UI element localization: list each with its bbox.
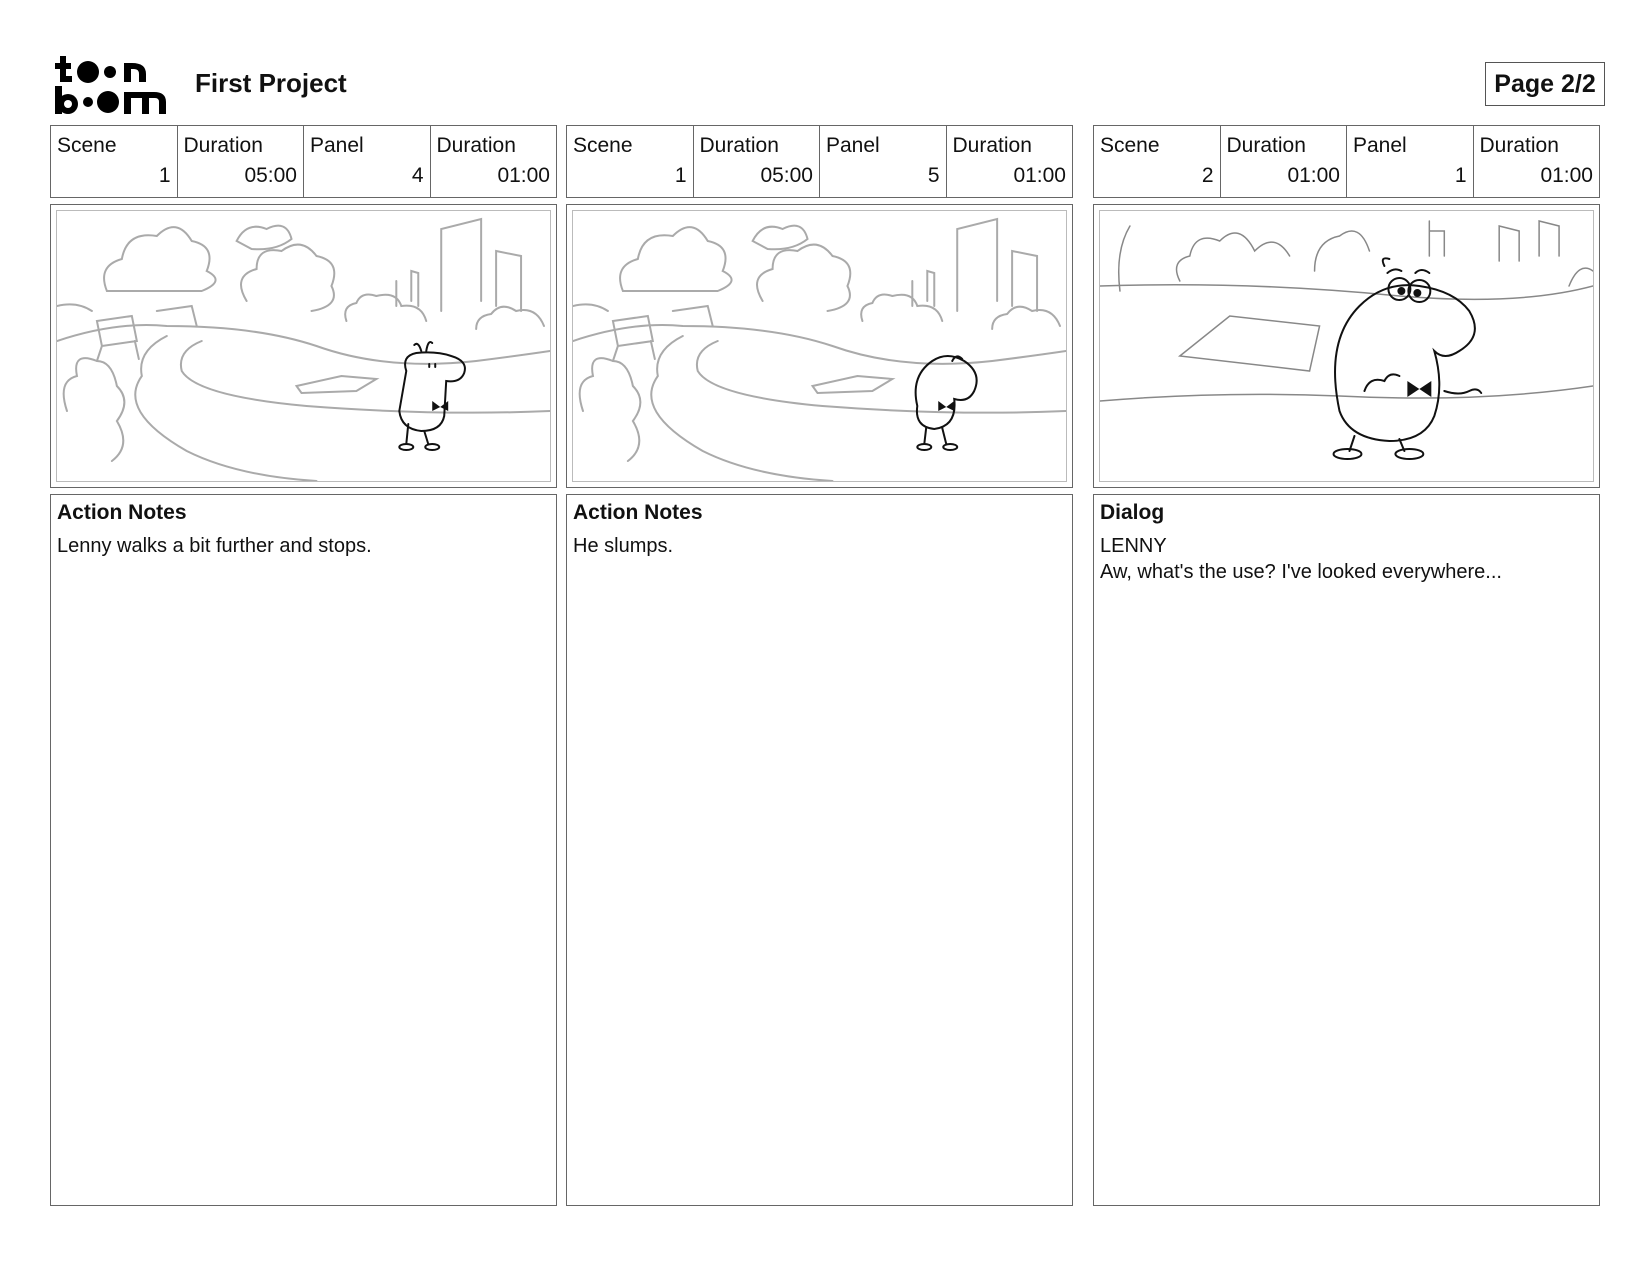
toon-boom-logo	[54, 54, 170, 116]
panel-duration-label: Duration	[952, 134, 1032, 157]
panel-frame[interactable]	[50, 204, 557, 488]
panel-value: 5	[927, 164, 940, 187]
park-scene-sketch	[573, 211, 1066, 481]
storyboard-panel	[566, 125, 1073, 1206]
panel-value: 1	[1454, 164, 1467, 187]
scene-value: 1	[674, 164, 687, 187]
scene-duration-label: Duration	[699, 134, 779, 157]
notes-heading: Action Notes	[57, 501, 187, 524]
scene-duration-value: 05:00	[244, 164, 297, 187]
panel-meta	[1093, 125, 1600, 198]
storyboard-panel	[1093, 125, 1600, 1206]
panel-meta	[50, 125, 557, 198]
notes-box[interactable]	[1093, 494, 1600, 1206]
panel-label: Panel	[1353, 134, 1407, 157]
panel-label: Panel	[826, 134, 880, 157]
closeup-scene-sketch	[1100, 211, 1593, 481]
scene-label: Scene	[1100, 134, 1160, 157]
storyboard-panel	[50, 125, 557, 1206]
scene-value: 1	[158, 164, 171, 187]
panel-duration-value: 01:00	[1013, 164, 1066, 187]
panel-meta	[566, 125, 1073, 198]
scene-label: Scene	[573, 134, 633, 157]
dialog-character: LENNY	[1100, 535, 1167, 557]
scene-duration-label: Duration	[1226, 134, 1306, 157]
panel-duration-value: 01:00	[1540, 164, 1593, 187]
panel-frame[interactable]	[566, 204, 1073, 488]
notes-line: He slumps.	[573, 535, 674, 557]
panel-value: 4	[411, 164, 424, 187]
scene-duration-value: 05:00	[760, 164, 813, 187]
project-title: First Project	[195, 68, 347, 98]
panel-duration-label: Duration	[436, 134, 516, 157]
panel-duration-value: 01:00	[497, 164, 550, 187]
scene-duration-label: Duration	[183, 134, 263, 157]
notes-heading: Dialog	[1100, 501, 1165, 524]
scene-duration-value: 01:00	[1287, 164, 1340, 187]
notes-box[interactable]	[566, 494, 1073, 1206]
park-scene-sketch	[57, 211, 550, 481]
scene-value: 2	[1201, 164, 1214, 187]
panel-frame[interactable]	[1093, 204, 1600, 488]
panel-duration-label: Duration	[1479, 134, 1559, 157]
page-indicator: Page 2/2	[1485, 62, 1605, 106]
notes-line: Lenny walks a bit further and stops.	[57, 535, 372, 557]
panel-label: Panel	[310, 134, 364, 157]
scene-label: Scene	[57, 134, 117, 157]
notes-box[interactable]	[50, 494, 557, 1206]
notes-heading: Action Notes	[573, 501, 703, 524]
dialog-line: Aw, what's the use? I've looked everywhere...	[1100, 561, 1502, 583]
